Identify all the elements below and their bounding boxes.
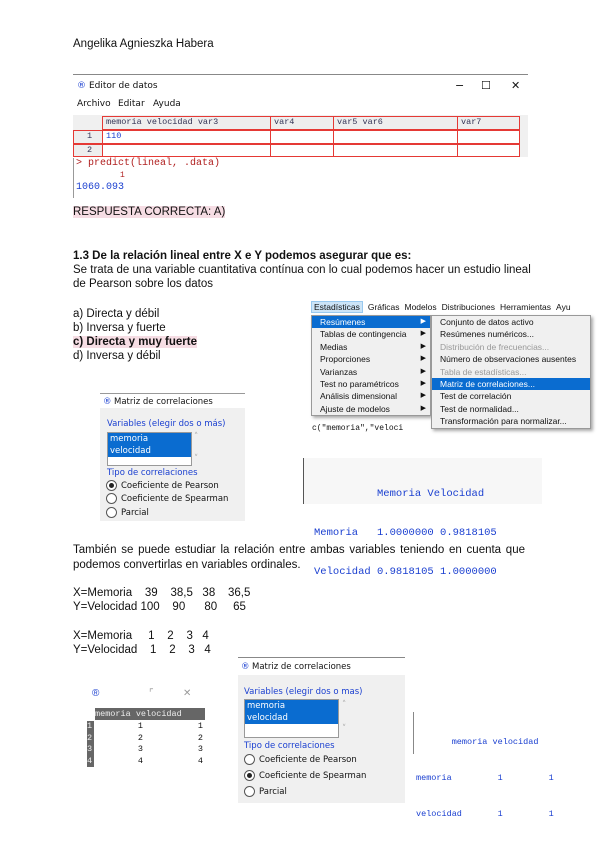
list-item[interactable]: velocidad bbox=[245, 712, 338, 724]
r-logo-icon: ® bbox=[77, 81, 86, 91]
question-heading: 1.3 De la relación lineal entre X e Y podemos asegurar que es: bbox=[73, 250, 412, 262]
column-header[interactable]: memoria velocidad var3 bbox=[102, 116, 271, 130]
menu-item[interactable]: Análisis dimensional ▶ bbox=[320, 391, 426, 402]
radio-spearman[interactable]: Coeficiente de Spearman bbox=[106, 493, 228, 504]
paragraph: También se puede estudiar la relación entre ambas variables teniendo en cuenta que podemos convertirlas en variables ordinales. bbox=[73, 544, 525, 571]
data-cell[interactable]: 110 bbox=[102, 130, 271, 144]
data-cell[interactable]: 1 bbox=[137, 721, 143, 731]
data-cell[interactable]: 3 bbox=[197, 744, 203, 754]
data-view-rows bbox=[87, 721, 205, 767]
column-header[interactable]: memoria bbox=[95, 709, 131, 719]
menu-modelos[interactable]: Modelos bbox=[404, 302, 437, 312]
data-cell[interactable] bbox=[270, 144, 334, 157]
variables-label: Variables (elegir dos o más) bbox=[107, 419, 226, 429]
menu-editar[interactable]: Editar bbox=[118, 99, 145, 109]
row-number: 1 bbox=[73, 130, 103, 144]
menu-item[interactable]: Distribución de frecuencias... bbox=[440, 341, 550, 352]
r-logo-icon: ® bbox=[103, 397, 112, 407]
menu-item[interactable]: Transformación para normalizar... bbox=[440, 416, 567, 427]
correlation-type-label: Tipo de correlaciones bbox=[244, 741, 335, 751]
column-header[interactable]: var7 bbox=[457, 116, 520, 130]
column-header[interactable]: var4 bbox=[270, 116, 334, 130]
option-d: d) Inversa y débil bbox=[73, 350, 161, 362]
scroll-down-icon[interactable]: ˅ bbox=[342, 724, 347, 734]
menu-item[interactable]: Test de correlación bbox=[440, 391, 512, 402]
console-behind-text: c("memoria","veloci bbox=[312, 424, 404, 433]
menu-item[interactable]: Test de normalidad... bbox=[440, 403, 519, 414]
column-header[interactable]: velocidad bbox=[135, 709, 182, 719]
data-cell[interactable]: 4 bbox=[137, 755, 143, 766]
list-item[interactable]: velocidad bbox=[108, 445, 191, 457]
resumenes-submenu bbox=[431, 315, 591, 429]
close-button[interactable]: ✕ bbox=[183, 688, 192, 699]
row-number: 3 bbox=[87, 744, 93, 754]
question-text: de Pearson sobre los datos bbox=[73, 278, 214, 290]
menu-graficas[interactable]: Gráficas bbox=[367, 302, 400, 312]
rcmdr-menubar bbox=[308, 300, 575, 314]
menu-item[interactable]: Resúmenes ▶ bbox=[312, 316, 430, 328]
column-header[interactable]: var5 var6 bbox=[333, 116, 458, 130]
data-view-window bbox=[87, 688, 207, 773]
row-number: 4 bbox=[87, 755, 93, 766]
data-cell[interactable]: 3 bbox=[137, 744, 143, 754]
table-row bbox=[87, 721, 205, 733]
author-name: Angelika Agnieszka Habera bbox=[73, 38, 214, 50]
r-logo-icon: ® bbox=[241, 662, 250, 672]
menu-ayuda[interactable]: Ayuda bbox=[153, 99, 181, 109]
radio-spearman[interactable]: Coeficiente de Spearman bbox=[244, 770, 366, 781]
option-b: b) Inversa y fuerte bbox=[73, 322, 166, 334]
answer-text: RESPUESTA CORRECTA: A) bbox=[73, 206, 226, 218]
menu-item[interactable]: Tabla de estadísticas... bbox=[440, 366, 527, 377]
statistics-submenu bbox=[311, 315, 431, 416]
console-command: > predict(lineal, .data) bbox=[76, 158, 221, 169]
data-cell[interactable]: 4 bbox=[197, 755, 203, 766]
console-value: 1060.093 bbox=[76, 182, 125, 193]
maximize-button[interactable]: ⌜ bbox=[149, 688, 154, 699]
data-cell[interactable] bbox=[333, 144, 458, 157]
menu-item[interactable]: Ajuste de modelos ▶ bbox=[320, 403, 426, 414]
data-cell[interactable] bbox=[457, 144, 520, 157]
radio-pearson[interactable]: Coeficiente de Pearson bbox=[244, 754, 357, 765]
data-cell[interactable]: 1 bbox=[197, 721, 203, 731]
r-logo-icon: ® bbox=[92, 688, 100, 699]
window-title: Editor de datos bbox=[89, 81, 158, 91]
rcmdr-menu-screenshot bbox=[308, 300, 593, 440]
data-cell[interactable] bbox=[270, 130, 334, 144]
variables-listbox[interactable] bbox=[244, 699, 339, 738]
dialog-title: Matriz de correlaciones bbox=[114, 397, 213, 407]
scroll-up-icon[interactable]: ˄ bbox=[342, 700, 347, 710]
menu-item[interactable]: Resúmenes numéricos... bbox=[440, 329, 535, 340]
table-row bbox=[87, 756, 205, 768]
dialog-title: Matriz de correlaciones bbox=[252, 662, 351, 672]
correlation-type-label: Tipo de correlaciones bbox=[107, 468, 198, 478]
output-row: memoria 1 1 bbox=[416, 773, 554, 783]
data-editor-window bbox=[73, 74, 528, 157]
radio-pearson[interactable]: Coeficiente de Pearson bbox=[106, 480, 219, 491]
menu-herramientas[interactable]: Herramientas bbox=[500, 302, 552, 312]
table-row bbox=[87, 733, 205, 745]
output-row: velocidad 1 1 bbox=[416, 809, 554, 819]
correlation-dialog bbox=[238, 657, 405, 803]
spearman-output bbox=[413, 712, 554, 819]
correlation-output bbox=[303, 458, 542, 578]
menu-ayuda[interactable]: Ayu bbox=[556, 302, 571, 312]
output-row: Velocidad 0.9818105 1.0000000 bbox=[314, 566, 497, 578]
scroll-down-icon[interactable]: ˅ bbox=[194, 454, 199, 464]
menu-distribuciones[interactable]: Distribuciones bbox=[441, 302, 496, 312]
option-a: a) Directa y débil bbox=[73, 308, 160, 320]
menu-item-matriz-correlaciones[interactable]: Matriz de correlaciones... bbox=[432, 378, 590, 390]
menu-item[interactable]: Varianzas ▶ bbox=[320, 366, 426, 377]
close-button[interactable]: ✕ bbox=[511, 79, 521, 92]
data-cell[interactable]: 2 bbox=[197, 732, 203, 743]
console-output bbox=[73, 158, 220, 198]
menu-estadisticas[interactable]: Estadísticas bbox=[311, 301, 363, 313]
menu-item[interactable]: Tablas de contingencia ▶ bbox=[320, 329, 426, 340]
menu-item[interactable]: Test no paramétricos ▶ bbox=[320, 378, 426, 389]
data-cell[interactable] bbox=[333, 130, 458, 144]
minimize-button[interactable]: − bbox=[455, 79, 465, 92]
output-header: Memoria Velocidad bbox=[314, 488, 485, 500]
data-cell[interactable]: 2 bbox=[137, 732, 143, 743]
list-item[interactable]: memoria bbox=[108, 433, 191, 445]
data-cell[interactable] bbox=[457, 130, 520, 144]
rank-y-values: Y=Velocidad 1 2 3 4 bbox=[73, 644, 211, 656]
output-row: Memoria 1.0000000 0.9818105 bbox=[314, 527, 497, 539]
menu-item[interactable]: Número de observaciones ausentes bbox=[440, 354, 577, 365]
row-number: 1 bbox=[87, 721, 93, 731]
row-number: 2 bbox=[87, 732, 93, 743]
variables-listbox[interactable] bbox=[107, 432, 192, 466]
data-y-values: Y=Velocidad 100 90 80 65 bbox=[73, 601, 246, 613]
option-c-correct: c) Directa y muy fuerte bbox=[73, 336, 197, 348]
menu-item[interactable]: Conjunto de datos activo bbox=[440, 317, 534, 327]
output-header: memoria velocidad bbox=[416, 737, 539, 747]
list-item[interactable]: memoria bbox=[245, 700, 338, 712]
table-row bbox=[87, 744, 205, 756]
row-number: 2 bbox=[73, 144, 103, 157]
scroll-up-icon[interactable]: ˄ bbox=[194, 432, 199, 442]
menu-item[interactable]: Proporciones ▶ bbox=[320, 354, 426, 365]
correlation-dialog bbox=[100, 393, 245, 521]
radio-parcial[interactable]: Parcial bbox=[106, 507, 149, 518]
variables-label: Variables (elegir dos o mas) bbox=[244, 687, 363, 697]
menu-item[interactable]: Medias ▶ bbox=[320, 341, 426, 352]
console-label: 1 bbox=[120, 171, 125, 180]
rank-x-values: X=Memoria 1 2 3 4 bbox=[73, 630, 209, 642]
data-cell[interactable] bbox=[102, 144, 271, 157]
radio-parcial[interactable]: Parcial bbox=[244, 786, 287, 797]
question-text: Se trata de una variable cuantitativa contínua con lo cual podemos hacer un estudio lineal bbox=[73, 264, 531, 276]
menu-archivo[interactable]: Archivo bbox=[77, 99, 111, 109]
maximize-button[interactable]: ☐ bbox=[481, 79, 491, 92]
data-x-values: X=Memoria 39 38,5 38 36,5 bbox=[73, 587, 251, 599]
